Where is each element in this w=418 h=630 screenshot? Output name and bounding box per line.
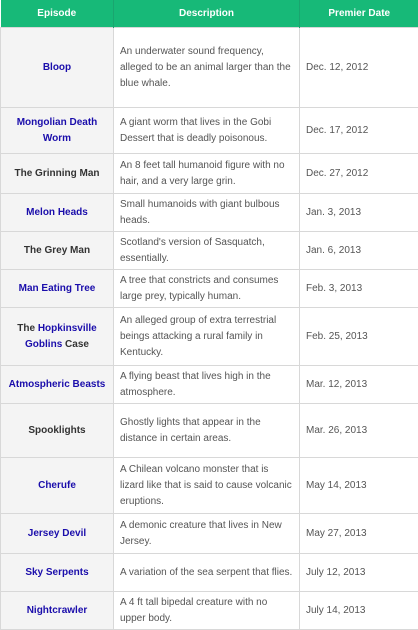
description-cell: Scotland's version of Sasquatch, essentially. <box>114 232 300 270</box>
premier-date-cell: Mar. 12, 2013 <box>300 366 418 404</box>
episode-cell <box>1 232 114 270</box>
episode-link[interactable]: Hopkinsville Goblins <box>25 323 97 350</box>
episode-link[interactable]: Sky Serpents <box>25 567 88 578</box>
premier-date-cell: May 27, 2013 <box>300 514 418 554</box>
episode-cell <box>1 554 114 592</box>
description-cell: An underwater sound frequency, alleged to be an animal larger than the blue whale. <box>114 28 300 108</box>
premier-date-cell: Mar. 26, 2013 <box>300 404 418 458</box>
table-row <box>1 366 418 404</box>
premier-date-cell: Dec. 27, 2012 <box>300 154 418 194</box>
table-row <box>1 458 418 514</box>
description-cell: A flying beast that lives high in the atmosphere. <box>114 366 300 404</box>
description-cell: A Chilean volcano monster that is lizard like that is said to cause volcanic eruptions. <box>114 458 300 514</box>
table-header <box>1 0 418 28</box>
table-row <box>1 194 418 232</box>
description-cell: A 4 ft tall bipedal creature with no upper body. <box>114 592 300 630</box>
table-row <box>1 404 418 458</box>
episode-link[interactable]: Cherufe <box>38 480 76 491</box>
premier-date-cell: Feb. 25, 2013 <box>300 308 418 366</box>
episode-link[interactable]: Melon Heads <box>26 207 88 218</box>
premier-date-cell: July 14, 2013 <box>300 592 418 630</box>
episode-prefix: The Grey Man <box>24 245 90 256</box>
description-cell: A tree that constricts and consumes large prey, typically human. <box>114 270 300 308</box>
premier-date-cell: Jan. 6, 2013 <box>300 232 418 270</box>
table-row <box>1 554 418 592</box>
episode-prefix: The Grinning Man <box>15 168 100 179</box>
header-description: Description <box>114 0 300 28</box>
episode-link[interactable]: Man Eating Tree <box>19 283 96 294</box>
table-row <box>1 514 418 554</box>
header-premier-date: Premier Date <box>300 0 418 28</box>
premier-date-cell: Dec. 12, 2012 <box>300 28 418 108</box>
premier-date-cell: Dec. 17, 2012 <box>300 108 418 154</box>
episode-cell <box>1 28 114 108</box>
episode-cell <box>1 308 114 366</box>
description-cell: A variation of the sea serpent that flies. <box>114 554 300 592</box>
episode-link[interactable]: Jersey Devil <box>28 528 86 539</box>
episode-link[interactable]: Bloop <box>43 62 71 73</box>
premier-date-cell: Feb. 3, 2013 <box>300 270 418 308</box>
table-row <box>1 592 418 630</box>
episode-prefix: Spooklights <box>28 425 85 436</box>
description-cell: A demonic creature that lives in New Jersey. <box>114 514 300 554</box>
episode-cell <box>1 108 114 154</box>
description-cell: Small humanoids with giant bulbous heads. <box>114 194 300 232</box>
table-row <box>1 154 418 194</box>
episode-cell <box>1 154 114 194</box>
premier-date-cell: Jan. 3, 2013 <box>300 194 418 232</box>
episode-link[interactable]: Mongolian Death Worm <box>17 117 98 144</box>
table-row <box>1 232 418 270</box>
table-row <box>1 108 418 154</box>
episode-link[interactable]: Atmospheric Beasts <box>9 379 106 390</box>
episode-cell <box>1 404 114 458</box>
table-row <box>1 270 418 308</box>
premier-date-cell: July 12, 2013 <box>300 554 418 592</box>
episode-link[interactable]: Nightcrawler <box>27 605 88 616</box>
description-cell: An 8 feet tall humanoid figure with no hair, and a very large grin. <box>114 154 300 194</box>
description-cell: An alleged group of extra terrestrial beings attacking a rural family in Kentucky. <box>114 308 300 366</box>
episode-cell <box>1 458 114 514</box>
header-episode: Episode <box>1 0 114 28</box>
episode-cell <box>1 270 114 308</box>
episode-cell <box>1 514 114 554</box>
episode-cell <box>1 194 114 232</box>
table-row <box>1 28 418 108</box>
episode-cell <box>1 592 114 630</box>
header-row <box>1 0 418 28</box>
episode-suffix: Case <box>62 339 89 350</box>
table-body <box>1 28 418 630</box>
description-cell: Ghostly lights that appear in the distance in certain areas. <box>114 404 300 458</box>
episode-prefix: The <box>17 323 38 334</box>
table-row <box>1 308 418 366</box>
premier-date-cell: May 14, 2013 <box>300 458 418 514</box>
description-cell: A giant worm that lives in the Gobi Dessert that is deadly poisonous. <box>114 108 300 154</box>
episode-cell <box>1 366 114 404</box>
